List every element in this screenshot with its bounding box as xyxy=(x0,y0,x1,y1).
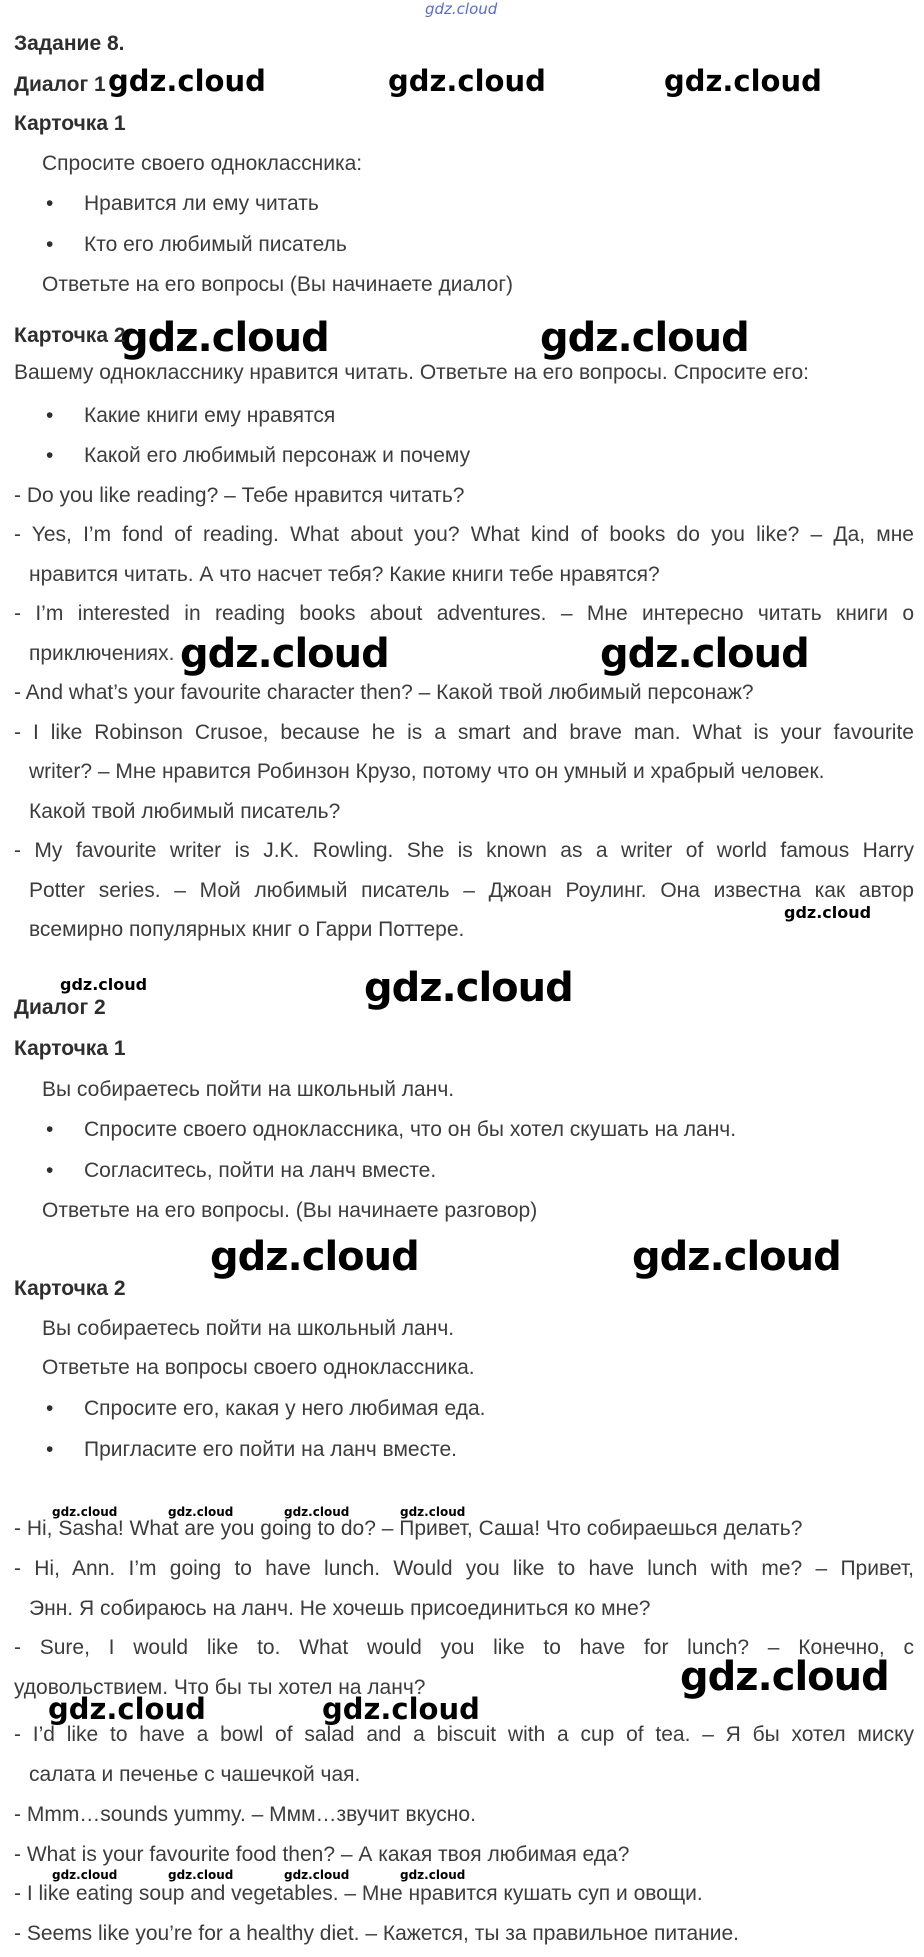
watermark: gdz.cloud xyxy=(180,631,389,677)
dialog2-card2-bullet: Спросите его, какая у него любимая еда. xyxy=(84,1397,486,1420)
dialog2-line: - Seems like you’re for a healthy diet. – Кажется, ты за правильное питание. xyxy=(14,1922,740,1945)
dialog2-line: - I like eating soup and vegetables. – Мне нравится кушать суп и овощи. xyxy=(14,1882,703,1905)
dialog2-card1-intro: Вы собираетесь пойти на школьный ланч. xyxy=(42,1078,455,1101)
dialog1-card1-outro: Ответьте на его вопросы (Вы начинаете диалог) xyxy=(42,273,513,296)
dialog2-card2-bullet: Пригласите его пойти на ланч вместе. xyxy=(84,1438,457,1461)
dialog1-line: - My favourite writer is J.K. Rowling. She is known as a writer of world famous Harry xyxy=(14,839,914,862)
watermark: gdz.cloud xyxy=(400,1505,466,1519)
watermark: gdz.cloud xyxy=(680,1654,889,1700)
watermark: gdz.cloud xyxy=(60,975,148,994)
dialog2-card2-intro2: Ответьте на вопросы своего одноклассника. xyxy=(42,1356,475,1379)
dialog2-line: Энн. Я собираюсь на ланч. Не хочешь присоединиться ко мне? xyxy=(29,1597,651,1620)
dialog1-line: writer? – Мне нравится Робинзон Крузо, потому что он умный и храбрый человек. xyxy=(29,760,825,783)
dialog1-line: - I like Robinson Crusoe, because he is a smart and brave man. What is your favourite xyxy=(14,721,914,744)
dialog1-card1-bullet: Нравится ли ему читать xyxy=(84,192,319,215)
dialog2-line: удовольствием. Что бы ты хотел на ланч? xyxy=(14,1676,426,1699)
watermark: gdz.cloud xyxy=(120,315,329,361)
dialog2-card1-outro: Ответьте на его вопросы. (Вы начинаете разговор) xyxy=(42,1199,538,1222)
bullet-icon: • xyxy=(46,444,54,467)
bullet-icon: • xyxy=(46,1159,54,1182)
dialog2-line: - Sure, I would like to. What would you like to have for lunch? – Конечно, с xyxy=(14,1636,914,1659)
watermark: gdz.cloud xyxy=(52,1868,118,1882)
watermark: gdz.cloud xyxy=(210,1234,419,1280)
watermark: gdz.cloud xyxy=(784,903,872,922)
bullet-icon: • xyxy=(46,1118,54,1141)
dialog2-card2-title: Карточка 2 xyxy=(14,1277,126,1300)
watermark: gdz.cloud xyxy=(632,1234,841,1280)
bullet-icon: • xyxy=(46,192,54,215)
bullet-icon: • xyxy=(46,1438,54,1461)
dialog2-line: - Mmm…sounds yummy. – Ммм…звучит вкусно. xyxy=(14,1803,476,1826)
dialog2-line: - I’d like to have a bowl of salad and a biscuit with a cup of tea. – Я бы хотел миску xyxy=(14,1723,914,1746)
dialog1-card1-bullet: Кто его любимый писатель xyxy=(84,233,347,256)
dialog1-line: - Yes, I’m fond of reading. What about you? What kind of books do you like? – Да, мне xyxy=(14,523,914,546)
dialog1-line: Potter series. – Мой любимый писатель – Джоан Роулинг. Она известна как автор xyxy=(29,879,914,902)
dialog2-line: - Hi, Ann. I’m going to have lunch. Would you like to have lunch with me? – Привет, xyxy=(14,1557,914,1580)
watermark: gdz.cloud xyxy=(284,1868,350,1882)
watermark: gdz.cloud xyxy=(168,1868,234,1882)
dialog1-line: - And what’s your favourite character then? – Какой твой любимый персонаж? xyxy=(14,681,754,704)
watermark-top: gdz.cloud xyxy=(425,0,498,18)
watermark: gdz.cloud xyxy=(540,315,749,361)
dialog1-card2-intro: Вашему однокласснику нравится читать. Ответьте на его вопросы. Спросите его: xyxy=(14,361,810,384)
dialog2-line: салата и печенье с чашечкой чая. xyxy=(29,1763,361,1786)
dialog2-line: - Hi, Sasha! What are you going to do? – Привет, Саша! Что собираешься делать? xyxy=(14,1517,803,1540)
watermark: gdz.cloud xyxy=(322,1692,480,1726)
watermark: gdz.cloud xyxy=(600,631,809,677)
dialog1-card1-title: Карточка 1 xyxy=(14,112,126,135)
dialog1-title: Диалог 1 xyxy=(14,73,106,96)
dialog2-card1-title: Карточка 1 xyxy=(14,1037,126,1060)
bullet-icon: • xyxy=(46,233,54,256)
dialog1-line: - I’m interested in reading books about adventures. – Мне интересно читать книги о xyxy=(14,602,914,625)
watermark: gdz.cloud xyxy=(48,1692,206,1726)
watermark: gdz.cloud xyxy=(400,1868,466,1882)
dialog1-line: приключениях. xyxy=(29,642,175,665)
dialog2-card1-bullet: Согласитесь, пойти на ланч вместе. xyxy=(84,1159,437,1182)
dialog1-card2-bullet: Какие книги ему нравятся xyxy=(84,404,336,427)
watermark: gdz.cloud xyxy=(388,64,546,98)
task-title: Задание 8. xyxy=(14,32,125,55)
dialog1-line: - Do you like reading? – Тебе нравится читать? xyxy=(14,484,465,507)
dialog1-line: Какой твой любимый писатель? xyxy=(29,800,341,823)
dialog1-card2-bullet: Какой его любимый персонаж и почему xyxy=(84,444,471,467)
watermark: gdz.cloud xyxy=(168,1505,234,1519)
dialog1-line: нравится читать. А что насчет тебя? Какие книги тебе нравятся? xyxy=(29,563,660,586)
dialog1-card2-title: Карточка 2 xyxy=(14,324,126,347)
dialog1-card1-intro: Спросите своего одноклассника: xyxy=(42,152,363,175)
dialog2-card2-intro: Вы собираетесь пойти на школьный ланч. xyxy=(42,1317,455,1340)
watermark: gdz.cloud xyxy=(664,64,822,98)
watermark: gdz.cloud xyxy=(108,64,266,98)
watermark: gdz.cloud xyxy=(284,1505,350,1519)
watermark: gdz.cloud xyxy=(364,965,573,1011)
dialog2-title: Диалог 2 xyxy=(14,996,106,1019)
dialog1-line: всемирно популярных книг о Гарри Поттере. xyxy=(29,918,465,941)
dialog2-line: - What is your favourite food then? – А какая твоя любимая еда? xyxy=(14,1843,630,1866)
bullet-icon: • xyxy=(46,404,54,427)
watermark: gdz.cloud xyxy=(52,1505,118,1519)
bullet-icon: • xyxy=(46,1397,54,1420)
dialog2-card1-bullet: Спросите своего одноклассника, что он бы хотел скушать на ланч. xyxy=(84,1118,737,1141)
